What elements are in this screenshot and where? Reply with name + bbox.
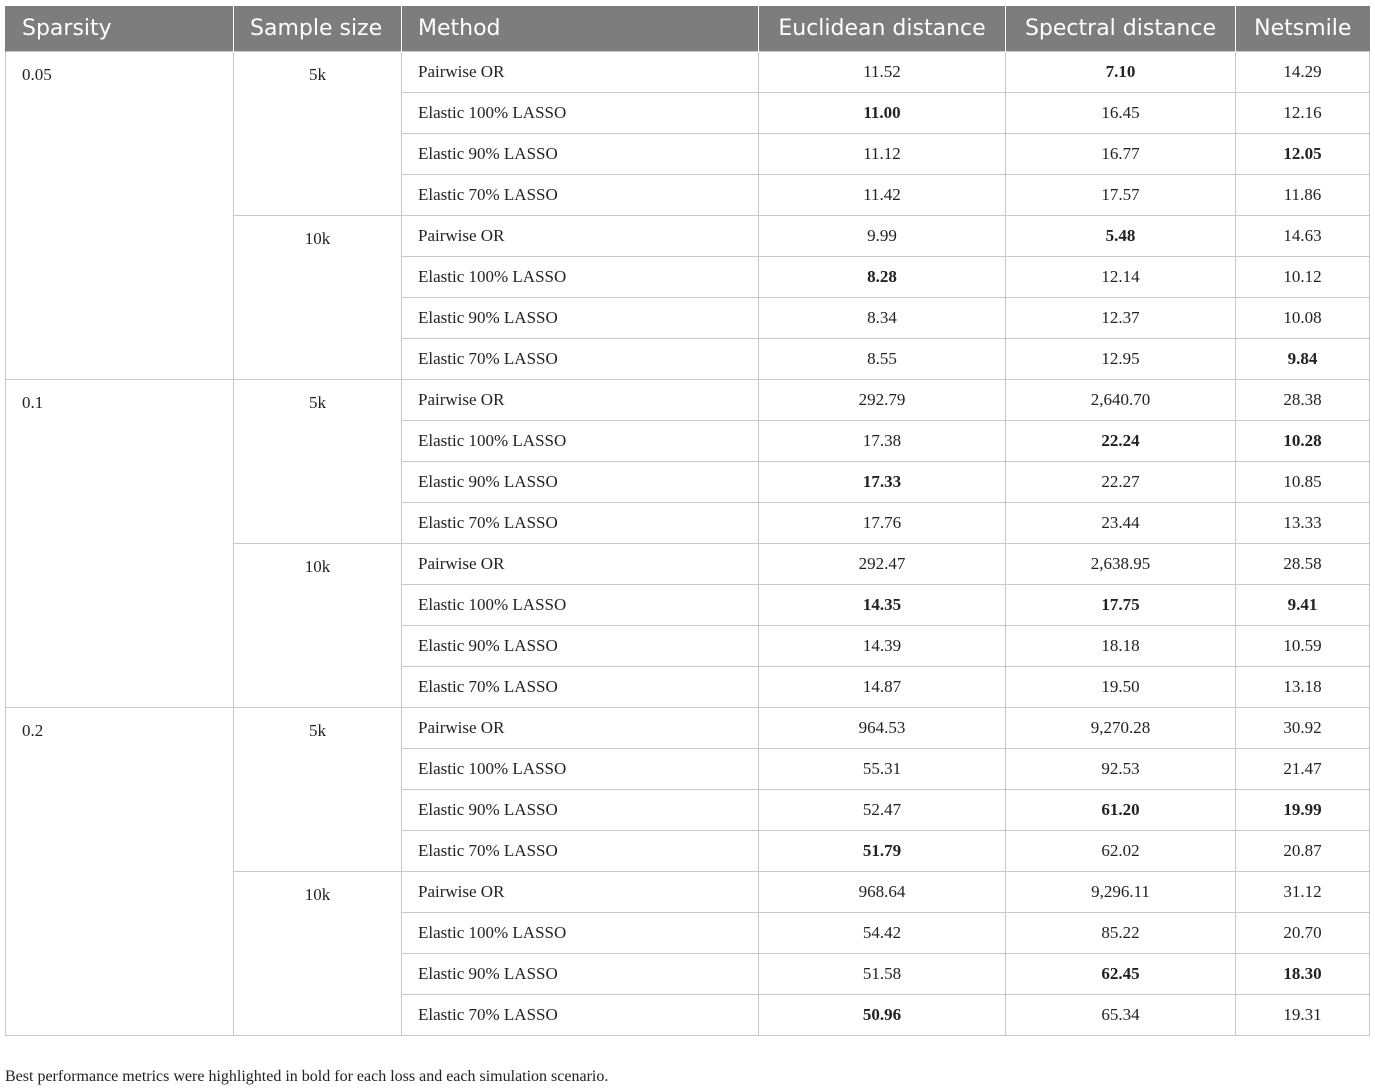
header-euclidean-distance: Euclidean distance: [759, 6, 1006, 51]
spectral-distance-cell: 16.45: [1006, 92, 1236, 133]
euclidean-distance-cell: 11.52: [759, 51, 1006, 92]
header-method: Method: [402, 6, 759, 51]
euclidean-distance-cell: 9.99: [759, 215, 1006, 256]
euclidean-distance-cell: 968.64: [759, 871, 1006, 912]
method-cell: Elastic 70% LASSO: [402, 666, 759, 707]
table-body: [6, 51, 1370, 1035]
sample-size-cell: 10k: [234, 215, 402, 379]
euclidean-distance-cell: 17.33: [759, 461, 1006, 502]
euclidean-distance-cell: 11.00: [759, 92, 1006, 133]
header-netsmile: Netsmile: [1236, 6, 1370, 51]
euclidean-distance-cell: 292.79: [759, 379, 1006, 420]
method-cell: Elastic 100% LASSO: [402, 256, 759, 297]
table-footnote: Best performance metrics were highlighted in bold for each loss and each simulation scenario.: [5, 1068, 609, 1085]
method-cell: Elastic 100% LASSO: [402, 92, 759, 133]
netsmile-cell: 10.59: [1236, 625, 1370, 666]
table-row: [6, 51, 1370, 92]
sample-size-cell: 5k: [234, 707, 402, 871]
spectral-distance-cell: 16.77: [1006, 133, 1236, 174]
euclidean-distance-cell: 50.96: [759, 994, 1006, 1035]
table-row: [6, 707, 1370, 748]
euclidean-distance-cell: 51.79: [759, 830, 1006, 871]
netsmile-cell: 13.33: [1236, 502, 1370, 543]
method-cell: Pairwise OR: [402, 379, 759, 420]
netsmile-cell: 18.30: [1236, 953, 1370, 994]
netsmile-cell: 20.70: [1236, 912, 1370, 953]
spectral-distance-cell: 9,270.28: [1006, 707, 1236, 748]
sample-size-cell: 10k: [234, 871, 402, 1035]
method-cell: Elastic 100% LASSO: [402, 748, 759, 789]
table-row: [6, 379, 1370, 420]
table-header: [6, 6, 1370, 51]
spectral-distance-cell: 12.95: [1006, 338, 1236, 379]
header-sample-size: Sample size: [234, 6, 402, 51]
spectral-distance-cell: 9,296.11: [1006, 871, 1236, 912]
spectral-distance-cell: 92.53: [1006, 748, 1236, 789]
sparsity-cell: 0.05: [6, 51, 234, 379]
netsmile-cell: 21.47: [1236, 748, 1370, 789]
netsmile-cell: 19.31: [1236, 994, 1370, 1035]
spectral-distance-cell: 61.20: [1006, 789, 1236, 830]
results-table: [5, 6, 1370, 1036]
netsmile-cell: 28.38: [1236, 379, 1370, 420]
spectral-distance-cell: 22.24: [1006, 420, 1236, 461]
method-cell: Elastic 100% LASSO: [402, 420, 759, 461]
method-cell: Elastic 90% LASSO: [402, 953, 759, 994]
euclidean-distance-cell: 14.35: [759, 584, 1006, 625]
euclidean-distance-cell: 17.76: [759, 502, 1006, 543]
netsmile-cell: 14.63: [1236, 215, 1370, 256]
euclidean-distance-cell: 292.47: [759, 543, 1006, 584]
spectral-distance-cell: 2,640.70: [1006, 379, 1236, 420]
method-cell: Elastic 90% LASSO: [402, 297, 759, 338]
spectral-distance-cell: 2,638.95: [1006, 543, 1236, 584]
sparsity-cell: 0.1: [6, 379, 234, 707]
method-cell: Pairwise OR: [402, 871, 759, 912]
method-cell: Pairwise OR: [402, 51, 759, 92]
header-spectral-distance: Spectral distance: [1006, 6, 1236, 51]
netsmile-cell: 19.99: [1236, 789, 1370, 830]
spectral-distance-cell: 62.02: [1006, 830, 1236, 871]
spectral-distance-cell: 12.14: [1006, 256, 1236, 297]
netsmile-cell: 13.18: [1236, 666, 1370, 707]
netsmile-cell: 10.08: [1236, 297, 1370, 338]
sample-size-cell: 5k: [234, 51, 402, 215]
method-cell: Elastic 70% LASSO: [402, 174, 759, 215]
netsmile-cell: 10.12: [1236, 256, 1370, 297]
method-cell: Elastic 90% LASSO: [402, 625, 759, 666]
method-cell: Pairwise OR: [402, 543, 759, 584]
sparsity-cell: 0.2: [6, 707, 234, 1035]
euclidean-distance-cell: 14.87: [759, 666, 1006, 707]
header-row: [6, 6, 1370, 51]
header-sparsity: Sparsity: [6, 6, 234, 51]
euclidean-distance-cell: 52.47: [759, 789, 1006, 830]
euclidean-distance-cell: 8.34: [759, 297, 1006, 338]
netsmile-cell: 31.12: [1236, 871, 1370, 912]
netsmile-cell: 10.28: [1236, 420, 1370, 461]
spectral-distance-cell: 85.22: [1006, 912, 1236, 953]
sample-size-cell: 5k: [234, 379, 402, 543]
euclidean-distance-cell: 8.28: [759, 256, 1006, 297]
spectral-distance-cell: 62.45: [1006, 953, 1236, 994]
netsmile-cell: 10.85: [1236, 461, 1370, 502]
netsmile-cell: 28.58: [1236, 543, 1370, 584]
euclidean-distance-cell: 14.39: [759, 625, 1006, 666]
euclidean-distance-cell: 54.42: [759, 912, 1006, 953]
method-cell: Elastic 90% LASSO: [402, 789, 759, 830]
method-cell: Pairwise OR: [402, 707, 759, 748]
method-cell: Elastic 70% LASSO: [402, 994, 759, 1035]
euclidean-distance-cell: 55.31: [759, 748, 1006, 789]
sample-size-cell: 10k: [234, 543, 402, 707]
spectral-distance-cell: 23.44: [1006, 502, 1236, 543]
netsmile-cell: 14.29: [1236, 51, 1370, 92]
method-cell: Pairwise OR: [402, 215, 759, 256]
method-cell: Elastic 90% LASSO: [402, 133, 759, 174]
method-cell: Elastic 90% LASSO: [402, 461, 759, 502]
netsmile-cell: 20.87: [1236, 830, 1370, 871]
netsmile-cell: 12.16: [1236, 92, 1370, 133]
method-cell: Elastic 70% LASSO: [402, 502, 759, 543]
netsmile-cell: 9.41: [1236, 584, 1370, 625]
method-cell: Elastic 70% LASSO: [402, 830, 759, 871]
spectral-distance-cell: 22.27: [1006, 461, 1236, 502]
euclidean-distance-cell: 17.38: [759, 420, 1006, 461]
euclidean-distance-cell: 11.42: [759, 174, 1006, 215]
method-cell: Elastic 70% LASSO: [402, 338, 759, 379]
spectral-distance-cell: 12.37: [1006, 297, 1236, 338]
netsmile-cell: 12.05: [1236, 133, 1370, 174]
netsmile-cell: 11.86: [1236, 174, 1370, 215]
netsmile-cell: 30.92: [1236, 707, 1370, 748]
spectral-distance-cell: 18.18: [1006, 625, 1236, 666]
spectral-distance-cell: 7.10: [1006, 51, 1236, 92]
euclidean-distance-cell: 11.12: [759, 133, 1006, 174]
method-cell: Elastic 100% LASSO: [402, 912, 759, 953]
euclidean-distance-cell: 964.53: [759, 707, 1006, 748]
spectral-distance-cell: 5.48: [1006, 215, 1236, 256]
spectral-distance-cell: 65.34: [1006, 994, 1236, 1035]
spectral-distance-cell: 17.75: [1006, 584, 1236, 625]
euclidean-distance-cell: 51.58: [759, 953, 1006, 994]
spectral-distance-cell: 19.50: [1006, 666, 1236, 707]
spectral-distance-cell: 17.57: [1006, 174, 1236, 215]
euclidean-distance-cell: 8.55: [759, 338, 1006, 379]
netsmile-cell: 9.84: [1236, 338, 1370, 379]
method-cell: Elastic 100% LASSO: [402, 584, 759, 625]
